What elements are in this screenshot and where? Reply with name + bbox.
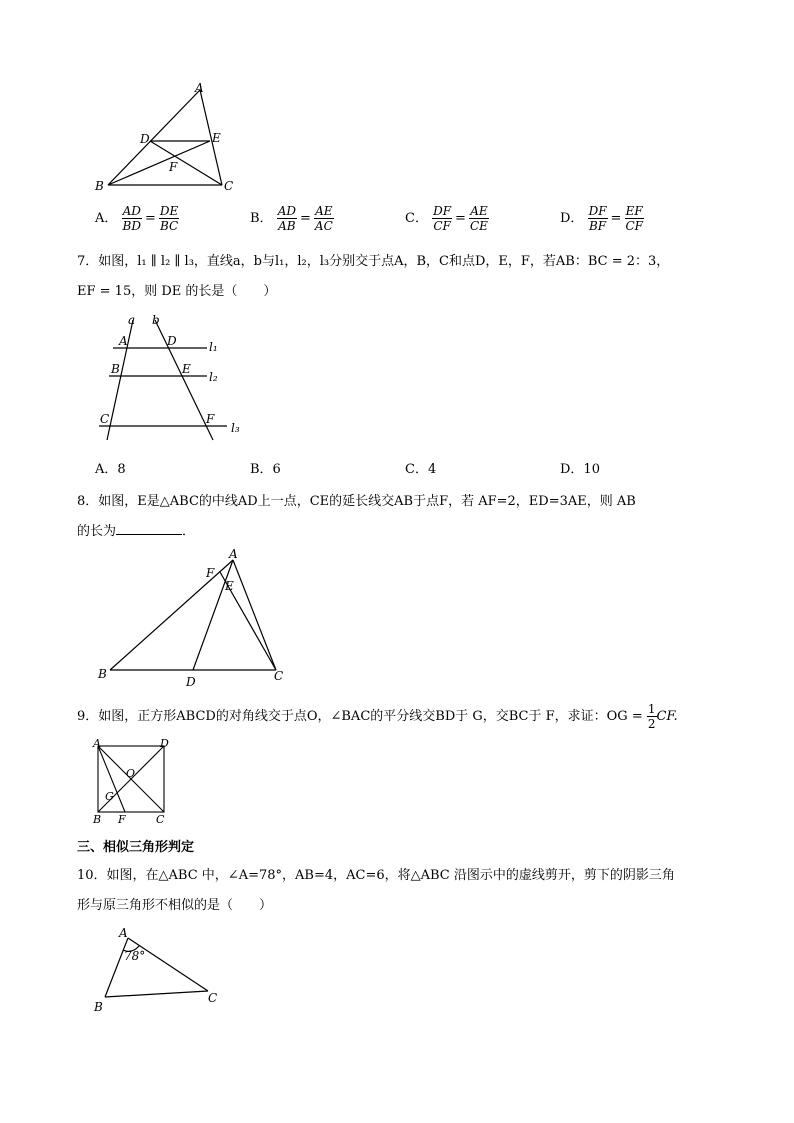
q6-figure xyxy=(88,78,248,196)
q7-option-a[interactable]: A．8 xyxy=(95,462,126,477)
q9-label-g: G xyxy=(105,790,114,803)
q10-question-line1: 10．如图，在△ABC 中，∠A=78°，AB=4，AC=6，将△ABC 沿图示中的虚线剪开，剪下的阴影三角 xyxy=(77,868,675,883)
q9-question xyxy=(77,702,678,731)
q8-label-c: C xyxy=(274,669,284,683)
fraction: $\frac{AE}{CE}$ xyxy=(469,204,488,233)
q6-label-c: C xyxy=(224,179,234,193)
q7-label-e: E xyxy=(182,362,191,376)
fraction: $\frac{1}{2}$ xyxy=(647,702,656,731)
q7-option-c[interactable]: C．4 xyxy=(405,462,437,477)
fraction: $\frac{AD}{AB}$ xyxy=(277,204,296,233)
q10-label-c: C xyxy=(208,991,218,1005)
q8-label-b: B xyxy=(98,667,107,681)
q7-label-d: D xyxy=(167,334,177,348)
q8-text-end: ． xyxy=(182,524,196,539)
q7-label-a: A xyxy=(119,334,128,348)
q10-question-line2: 形与原三角形不相似的是（ ） xyxy=(77,898,273,913)
option-letter: C． xyxy=(405,211,428,226)
q9-label-o: O xyxy=(126,767,136,780)
q7-question-line2: EF = 15，则 DE 的长是（ ） xyxy=(77,284,277,299)
q7-label-l3: l₃ xyxy=(231,421,240,435)
q8-question-line1: 8．如图，E是△ABC的中线AD上一点，CE的延长线交AB于点F，若 AF=2，ED=3AE，则 AB xyxy=(77,494,636,509)
fraction: $\frac{AD}{BD}$ xyxy=(122,204,141,233)
q8-label-e: E xyxy=(225,579,234,593)
fraction: $\frac{DE}{BC}$ xyxy=(159,204,179,233)
q7-label-l1: l₁ xyxy=(209,340,218,354)
q6-option-a[interactable]: A． $\frac{AD}{BD}$ = $\frac{DE}{BC}$ xyxy=(95,204,179,233)
q9-text: 9．如图，正方形ABCD的对角线交于点O，∠BAC的平分线交BD于 G，交BC于 F，求证：OG = xyxy=(77,709,643,724)
q8-question-line2 xyxy=(77,520,195,539)
q6-label-e: E xyxy=(212,131,221,145)
q6-option-c[interactable]: C． $\frac{DF}{CF}$ = $\frac{AE}{CE}$ xyxy=(405,204,488,233)
q9-text-end: CF. xyxy=(656,709,678,724)
q8-label-a: A xyxy=(229,547,238,561)
option-letter: D． xyxy=(560,211,584,226)
q10-label-b: B xyxy=(94,1000,103,1014)
q9-label-f: F xyxy=(118,813,126,826)
q6-label-d: D xyxy=(140,132,150,146)
q7-label-line-b: b xyxy=(152,313,160,327)
fraction: $\frac{AE}{AC}$ xyxy=(314,204,333,233)
fraction: $\frac{DF}{CF}$ xyxy=(433,204,452,233)
q7-label-f: F xyxy=(206,412,215,426)
q7-label-line-a: a xyxy=(128,313,136,327)
answer-blank[interactable] xyxy=(116,522,182,535)
q8-label-d: D xyxy=(186,675,196,689)
q8-figure xyxy=(90,542,300,690)
q9-figure xyxy=(88,736,178,828)
q7-question-line1: 7．如图，l₁ ∥ l₂ ∥ l₃，直线a，b与l₁，l₂，l₃分别交于点A，B，C和点D，E，F，若AB：BC = 2：3， xyxy=(77,254,670,269)
q9-label-d: D xyxy=(160,737,169,750)
q6-option-d[interactable]: D． $\frac{DF}{BF}$ = $\frac{EF}{CF}$ xyxy=(560,204,643,233)
option-letter: A． xyxy=(95,211,118,226)
q8-label-f: F xyxy=(206,566,215,580)
q10-angle-label: 78° xyxy=(124,949,146,963)
q6-label-a: A xyxy=(195,81,204,95)
option-letter: B． xyxy=(250,211,273,226)
section-title: 三、相似三角形判定 xyxy=(77,840,195,855)
q9-label-c: C xyxy=(156,813,165,826)
q7-label-b: B xyxy=(111,362,120,376)
q6-label-f: F xyxy=(169,160,178,174)
fraction: $\frac{EF}{CF}$ xyxy=(625,204,643,233)
fraction: $\frac{DF}{BF}$ xyxy=(588,204,607,233)
q10-label-a: A xyxy=(119,926,128,940)
q9-label-a: A xyxy=(93,737,101,750)
q8-text: 的长为 xyxy=(77,524,117,539)
q10-figure xyxy=(88,922,228,1018)
q9-label-b: B xyxy=(93,813,102,826)
q7-option-d[interactable]: D．10 xyxy=(560,462,600,477)
q7-option-b[interactable]: B．6 xyxy=(250,462,281,477)
q7-figure xyxy=(95,310,255,445)
q7-label-c: C xyxy=(100,412,110,426)
q6-option-b[interactable]: B． $\frac{AD}{AB}$ = $\frac{AE}{AC}$ xyxy=(250,204,333,233)
q6-label-b: B xyxy=(95,179,104,193)
q7-label-l2: l₂ xyxy=(209,370,218,384)
